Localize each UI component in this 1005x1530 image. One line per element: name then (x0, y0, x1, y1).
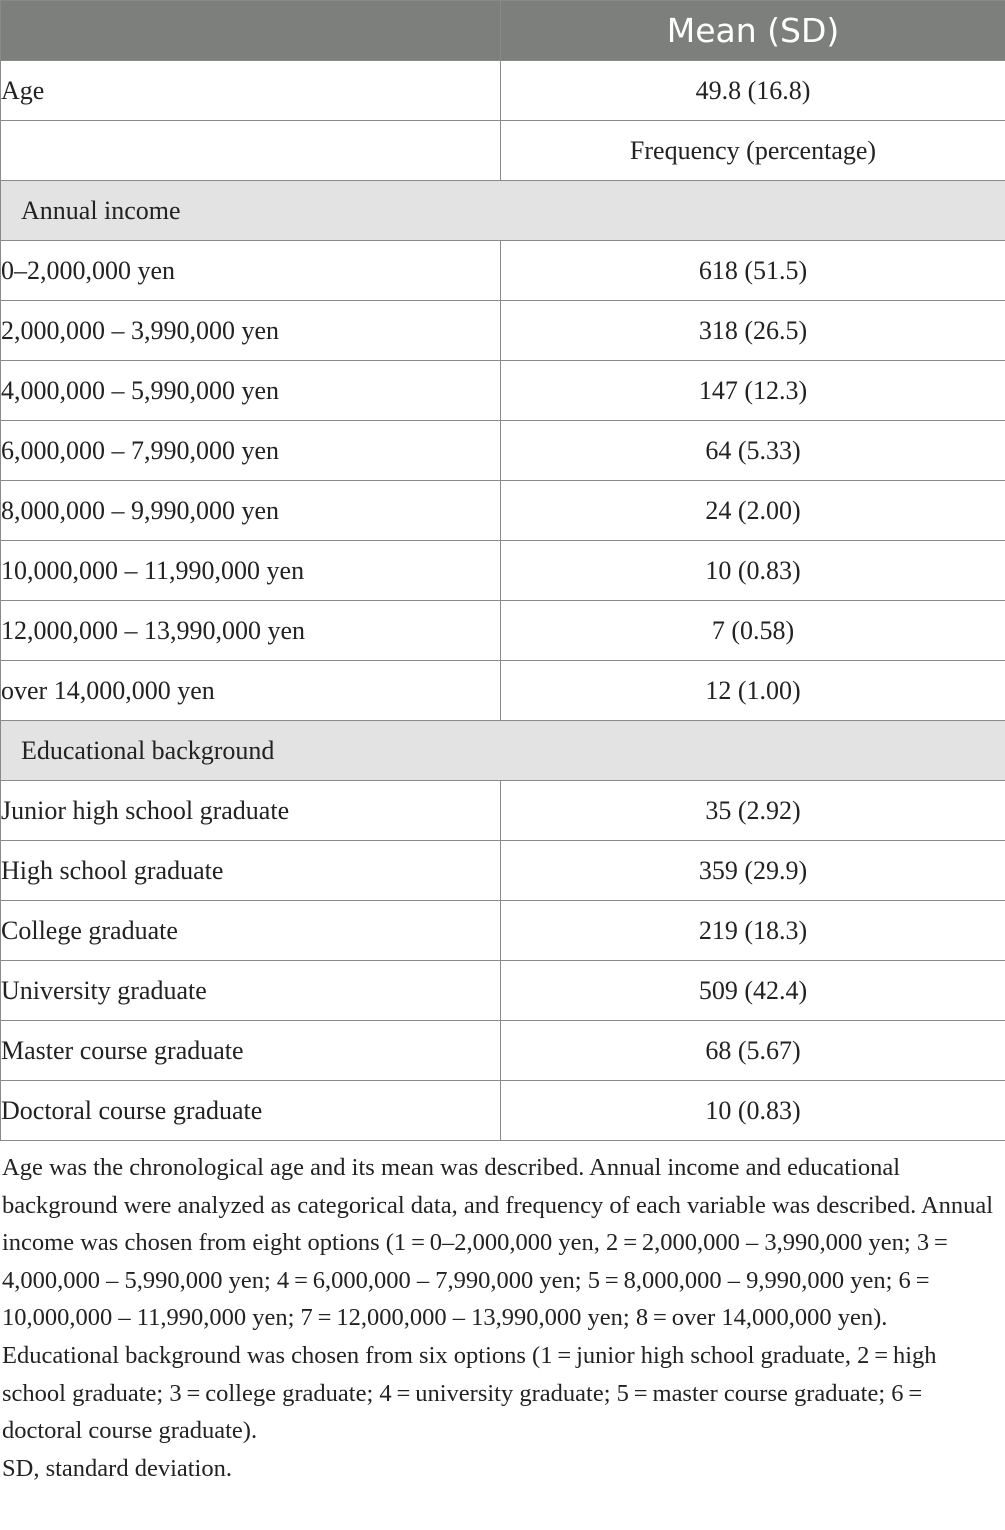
row-label: College graduate (1, 901, 501, 961)
age-label: Age (1, 61, 501, 121)
row-label: 6,000,000 – 7,990,000 yen (1, 421, 501, 481)
row-value: 618 (51.5) (501, 241, 1005, 301)
row-value: 318 (26.5) (501, 301, 1005, 361)
row-label: 4,000,000 – 5,990,000 yen (1, 361, 501, 421)
table-footnote (2, 1149, 1002, 1487)
row-value: 7 (0.58) (501, 601, 1005, 661)
row-value: 10 (0.83) (501, 1081, 1005, 1141)
table-row (1, 841, 1005, 901)
table-row (1, 301, 1005, 361)
table-row (1, 781, 1005, 841)
row-value: 24 (2.00) (501, 481, 1005, 541)
table-row (1, 421, 1005, 481)
section-row-educational-background (1, 721, 1005, 781)
row-value: 35 (2.92) (501, 781, 1005, 841)
row-label: High school graduate (1, 841, 501, 901)
row-label: 12,000,000 – 13,990,000 yen (1, 601, 501, 661)
table-row (1, 661, 1005, 721)
header-blank-cell (1, 1, 501, 61)
table-row (1, 241, 1005, 301)
row-value: 68 (5.67) (501, 1021, 1005, 1081)
frequency-subheader-row (1, 121, 1005, 181)
section-title-educational-background: Educational background (1, 721, 1005, 781)
row-value: 219 (18.3) (501, 901, 1005, 961)
table-row (1, 901, 1005, 961)
row-label: Master course graduate (1, 1021, 501, 1081)
table-row (1, 1081, 1005, 1141)
table-header-row (1, 1, 1005, 61)
row-label: 0–2,000,000 yen (1, 241, 501, 301)
section-row-annual-income (1, 181, 1005, 241)
table-row (1, 1021, 1005, 1081)
row-label: Doctoral course graduate (1, 1081, 501, 1141)
table-row (1, 361, 1005, 421)
row-label: 10,000,000 – 11,990,000 yen (1, 541, 501, 601)
row-value: 10 (0.83) (501, 541, 1005, 601)
row-value: 64 (5.33) (501, 421, 1005, 481)
row-value: 12 (1.00) (501, 661, 1005, 721)
subheader-blank-cell (1, 121, 501, 181)
row-label: over 14,000,000 yen (1, 661, 501, 721)
row-value: 147 (12.3) (501, 361, 1005, 421)
row-label: 2,000,000 – 3,990,000 yen (1, 301, 501, 361)
footnote-text: Age was the chronological age and its mean was described. Annual income and educational background were analyzed as categorical data, and frequency of each variable was described. Annual income was chosen from eight options (1 = 0–2,000,000 yen, 2 = 2,000,000 – 3,990,000 yen; 3 = 4,000,000 – 5,990,000 yen; 4 = 6,000,000 – 7,990,000 yen; 5 = 8,000,000 – 9,990,000 yen; 6 = 10,000,000 – 11,990,000 yen; 7 = 12,000,000 – 13,990,000 yen; 8 = over 14,000,000 yen). Educational background was chosen from six options (1 = junior high school graduate, 2 = high school graduate; 3 = college graduate; 4 = university graduate; 5 = master course graduate; 6 = doctoral course graduate). (2, 1154, 994, 1445)
row-value: 509 (42.4) (501, 961, 1005, 1021)
age-value: 49.8 (16.8) (501, 61, 1005, 121)
table-row (1, 601, 1005, 661)
section-title-annual-income: Annual income (1, 181, 1005, 241)
row-label: University graduate (1, 961, 501, 1021)
footnote-abbreviation: SD, standard deviation. (2, 1454, 232, 1482)
table-row (1, 541, 1005, 601)
subheader-frequency-label: Frequency (percentage) (501, 121, 1005, 181)
age-row (1, 61, 1005, 121)
table-row (1, 481, 1005, 541)
table-row (1, 961, 1005, 1021)
row-label: 8,000,000 – 9,990,000 yen (1, 481, 501, 541)
row-label: Junior high school graduate (1, 781, 501, 841)
header-mean-sd: Mean (SD) (501, 1, 1005, 61)
row-value: 359 (29.9) (501, 841, 1005, 901)
